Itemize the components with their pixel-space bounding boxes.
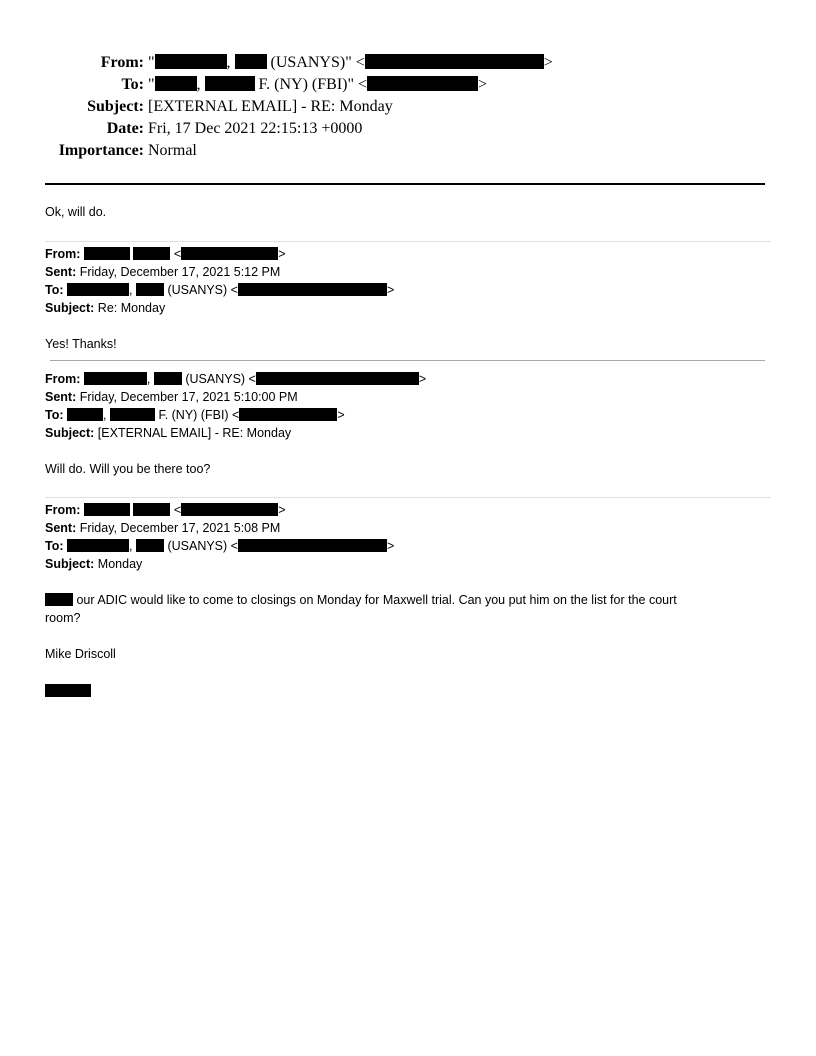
date-value: Fri, 17 Dec 2021 22:15:13 +0000 xyxy=(148,120,363,137)
subject-label: Subject: xyxy=(45,301,95,315)
subject-value: Monday xyxy=(97,557,143,571)
redaction-block xyxy=(365,54,544,69)
redaction-block xyxy=(181,247,278,260)
msg-to-line xyxy=(45,281,394,299)
redaction-block xyxy=(136,539,164,552)
subject-value: Re: Monday xyxy=(97,301,166,315)
from-label: From: xyxy=(100,54,144,71)
redaction-block xyxy=(67,283,129,296)
from-label: From: xyxy=(45,503,81,517)
msg-subject-line xyxy=(45,555,142,573)
to-org: (USANYS) < xyxy=(167,283,238,297)
subject-label: Subject: xyxy=(45,426,95,440)
redaction-block xyxy=(67,539,129,552)
msg-body: Will do. Will you be there too? xyxy=(45,462,211,476)
to-org: F. (NY) (FBI)" < xyxy=(258,76,368,93)
msg-to-line xyxy=(45,406,345,424)
from-org: (USANYS) < xyxy=(185,372,256,386)
redaction-block xyxy=(155,76,197,91)
msg-to-line xyxy=(45,537,394,555)
message-divider xyxy=(45,497,771,498)
angle-close: > xyxy=(418,372,427,386)
sent-label: Sent: xyxy=(45,265,77,279)
sent-label: Sent: xyxy=(45,521,77,535)
to-label: To: xyxy=(45,539,64,553)
subject-label: Subject: xyxy=(87,98,144,115)
to-comma: , xyxy=(196,76,201,93)
from-label: From: xyxy=(45,372,81,386)
redaction-block xyxy=(205,76,255,91)
redaction-block xyxy=(367,76,478,91)
redaction-block xyxy=(239,408,337,421)
redaction-block xyxy=(133,503,170,516)
from-quote: " xyxy=(148,54,155,71)
importance-value: Normal xyxy=(148,142,197,159)
msg-body xyxy=(45,591,745,627)
to-label: To: xyxy=(121,76,144,93)
from-org: (USANYS)" < xyxy=(270,54,365,71)
to-comma: , xyxy=(103,408,107,422)
from-comma: , xyxy=(146,372,151,386)
sent-value: Friday, December 17, 2021 5:08 PM xyxy=(79,521,281,535)
redaction-block xyxy=(84,372,147,385)
redaction-block xyxy=(256,372,419,385)
angle-close: > xyxy=(278,503,286,517)
angle-close: > xyxy=(386,283,395,297)
to-org: (USANYS) < xyxy=(167,539,238,553)
msg-from-line xyxy=(45,370,426,388)
angle-open: < xyxy=(173,503,182,517)
msg-body: Yes! Thanks! xyxy=(45,337,117,351)
redaction-block xyxy=(155,54,227,69)
to-label: To: xyxy=(45,408,64,422)
to-value xyxy=(148,76,487,94)
subject-label: Subject: xyxy=(45,557,95,571)
angle-close: > xyxy=(337,408,345,422)
to-comma: , xyxy=(129,283,133,297)
importance-label: Importance: xyxy=(58,142,144,159)
angle-close: > xyxy=(278,247,286,261)
redaction-block xyxy=(136,283,164,296)
msg-sent-line xyxy=(45,263,280,281)
msg-sent-line xyxy=(45,388,298,406)
sent-value: Friday, December 17, 2021 5:10:00 PM xyxy=(79,390,298,404)
header-divider xyxy=(45,183,765,185)
to-quote: " xyxy=(148,76,155,93)
msg-subject-line xyxy=(45,424,291,442)
redaction-block xyxy=(67,408,103,421)
message-divider xyxy=(45,241,771,242)
to-close: > xyxy=(478,76,488,93)
body-line: our ADIC would like to come to closings on Monday for Maxwell trial. Can you put him on the list for the court xyxy=(73,593,677,607)
msg-subject-line xyxy=(45,299,165,317)
redaction-block xyxy=(45,684,91,697)
subject-value: [EXTERNAL EMAIL] - RE: Monday xyxy=(148,98,393,115)
to-comma: , xyxy=(129,539,133,553)
from-comma: , xyxy=(226,54,231,71)
redaction-block xyxy=(110,408,155,421)
redaction-block xyxy=(45,593,73,606)
body-line: room? xyxy=(45,611,81,625)
redaction-block xyxy=(181,503,278,516)
from-value xyxy=(148,54,553,72)
sent-label: Sent: xyxy=(45,390,77,404)
angle-open: < xyxy=(173,247,182,261)
to-label: To: xyxy=(45,283,64,297)
redaction-block xyxy=(235,54,267,69)
redaction-block xyxy=(84,247,130,260)
from-label: From: xyxy=(45,247,81,261)
signature: Mike Driscoll xyxy=(45,647,116,661)
redaction-block xyxy=(238,283,387,296)
msg-sent-line xyxy=(45,519,280,537)
redaction-block xyxy=(154,372,182,385)
reply-body: Ok, will do. xyxy=(45,205,107,219)
date-label: Date: xyxy=(106,120,144,137)
msg-from-line xyxy=(45,501,286,519)
redaction-block xyxy=(238,539,387,552)
angle-close: > xyxy=(386,539,395,553)
redaction-block xyxy=(133,247,170,260)
from-close: > xyxy=(543,54,553,71)
subject-value: [EXTERNAL EMAIL] - RE: Monday xyxy=(97,426,292,440)
redaction-block xyxy=(84,503,130,516)
to-org: F. (NY) (FBI) < xyxy=(158,408,240,422)
msg-from-line xyxy=(45,245,286,263)
message-divider xyxy=(50,360,765,361)
sent-value: Friday, December 17, 2021 5:12 PM xyxy=(79,265,281,279)
